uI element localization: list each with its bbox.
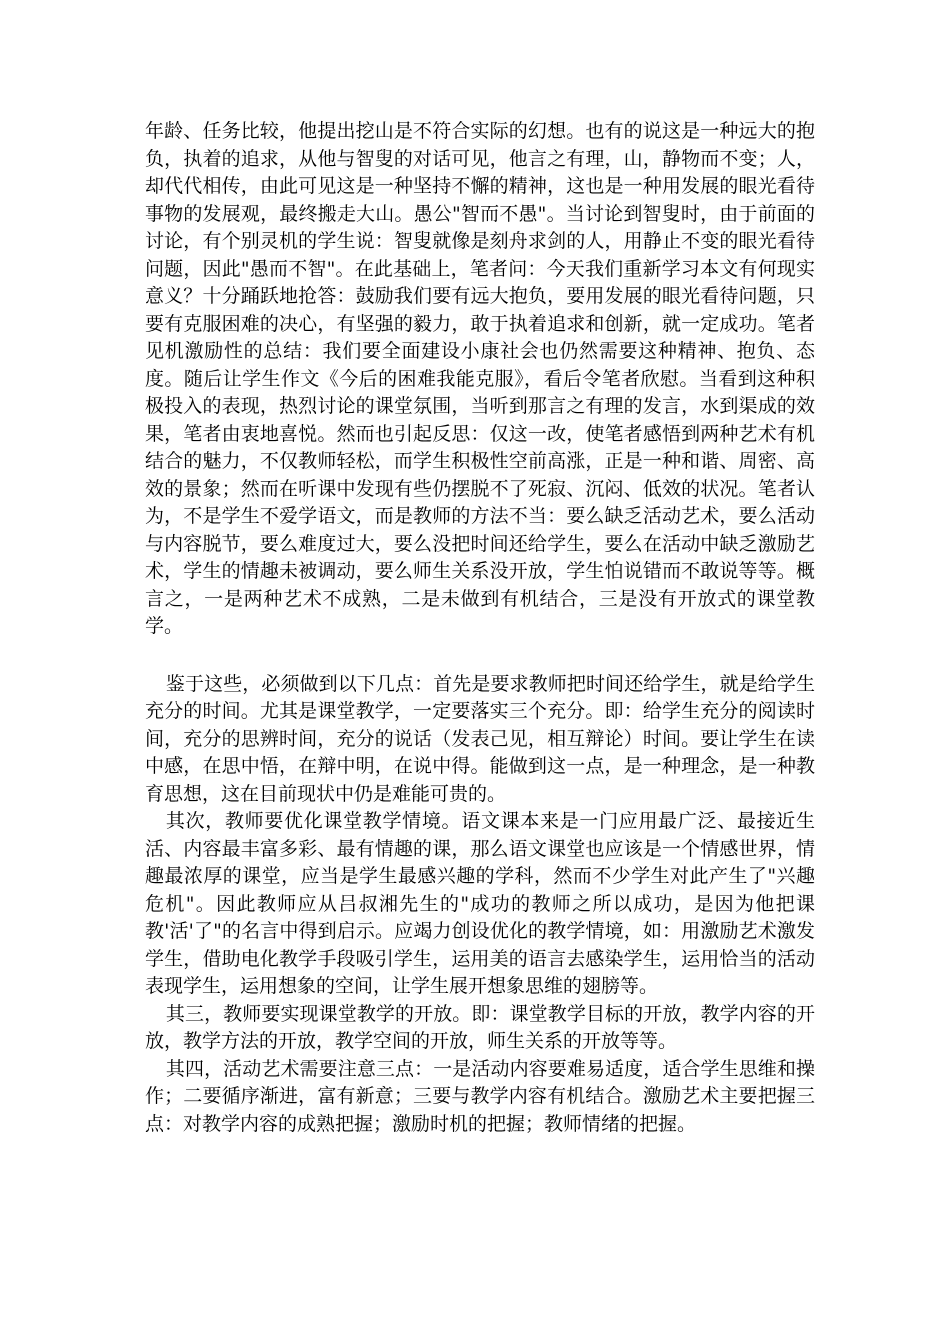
paragraph-third-point: 其三，教师要实现课堂教学的开放。即：课堂教学目标的开放，教学内容的开放，教学方法的开放，教学空间的开放，师生关系的开放等等。 — [145, 1002, 815, 1052]
paragraph-second-point: 其次，教师要优化课堂教学情境。语文课本来是一门应用最广泛、最接近生活、内容最丰富多彩、最有情趣的课，那么语文课堂也应该是一个情感世界，情趣最浓厚的课堂，应当是学生最感兴趣的学科，然而不少学生对此产生了"兴趣危机"。因此教师应从吕叔湘先生的"成功的教师之所以成功，是因为他把课教'活'了"的名言中得到启示。应竭力创设优化的教学情境，如：用激励艺术激发学生，借助电化教学手段吸引学生，运用美的语言去感染学生，运用恰当的活动表现学生，运用想象的空间，让学生展开想象思维的翅膀等。 — [145, 810, 815, 997]
document-body — [145, 118, 815, 1138]
paragraph-gap — [145, 641, 815, 671]
paragraph-continuation: 年龄、任务比较，他提出挖山是不符合实际的幻想。也有的说这是一种远大的抱负，执着的追求，从他与智叟的对话可见，他言之有理，山，静物而不变；人，却代代相传，由此可见这是一种坚持不懈的精神，这也是一种用发展的眼光看待事物的发展观，最终搬走大山。愚公"智而不愚"。当讨论到智叟时，由于前面的讨论，有个别灵机的学生说：智叟就像是刻舟求剑的人，用静止不变的眼光看待问题，因此"愚而不智"。在此基础上，笔者问：今天我们重新学习本文有何现实意义？十分踊跃地抢答：鼓励我们要有远大抱负，要用发展的眼光看待问题，只要有克服困难的决心，有坚强的毅力，敢于执着追求和创新，就一定成功。笔者见机激励性的总结：我们要全面建设小康社会也仍然需要这种精神、抱负、态度。随后让学生作文《今后的困难我能克服》，看后令笔者欣慰。当看到这种积极投入的表现，热烈讨论的课堂氛围，当听到那言之有理的发言，水到渠成的效果，笔者由衷地喜悦。然而也引起反思：仅这一改，使笔者感悟到两种艺术有机结合的魅力，不仅教师轻松，而学生积极性空前高涨，正是一种和谐、周密、高效的景象；然而在听课中发现有些仍摆脱不了死寂、沉闷、低效的状况。笔者认为，不是学生不爱学语文，而是教师的方法不当：要么缺乏活动艺术，要么活动与内容脱节，要么难度过大，要么没把时间还给学生，要么在活动中缺乏激励艺术，学生的情趣未被调动，要么师生关系没开放，学生怕说错而不敢说等等。概言之，一是两种艺术不成熟，二是未做到有机结合，三是没有开放式的课堂教学。 — [145, 120, 815, 637]
paragraph-fourth-point: 其四，活动艺术需要注意三点：一是活动内容要难易适度，适合学生思维和操作；二要循序渐进，富有新意；三要与教学内容有机结合。激励艺术主要把握三点：对教学内容的成熟把握；激励时机的把握；教师情绪的把握。 — [145, 1057, 815, 1135]
paragraph-recommendations: 鉴于这些，必须做到以下几点：首先是要求教师把时间还给学生，就是给学生充分的时间。尤其是课堂教学，一定要落实三个充分。即：给学生充分的阅读时间，充分的思辨时间，充分的说话（发表己见，相互辩论）时间。要让学生在读中感，在思中悟，在辩中明，在说中得。能做到这一点，是一种理念，是一种教育思想，这在目前现状中仍是难能可贵的。 — [145, 672, 815, 805]
